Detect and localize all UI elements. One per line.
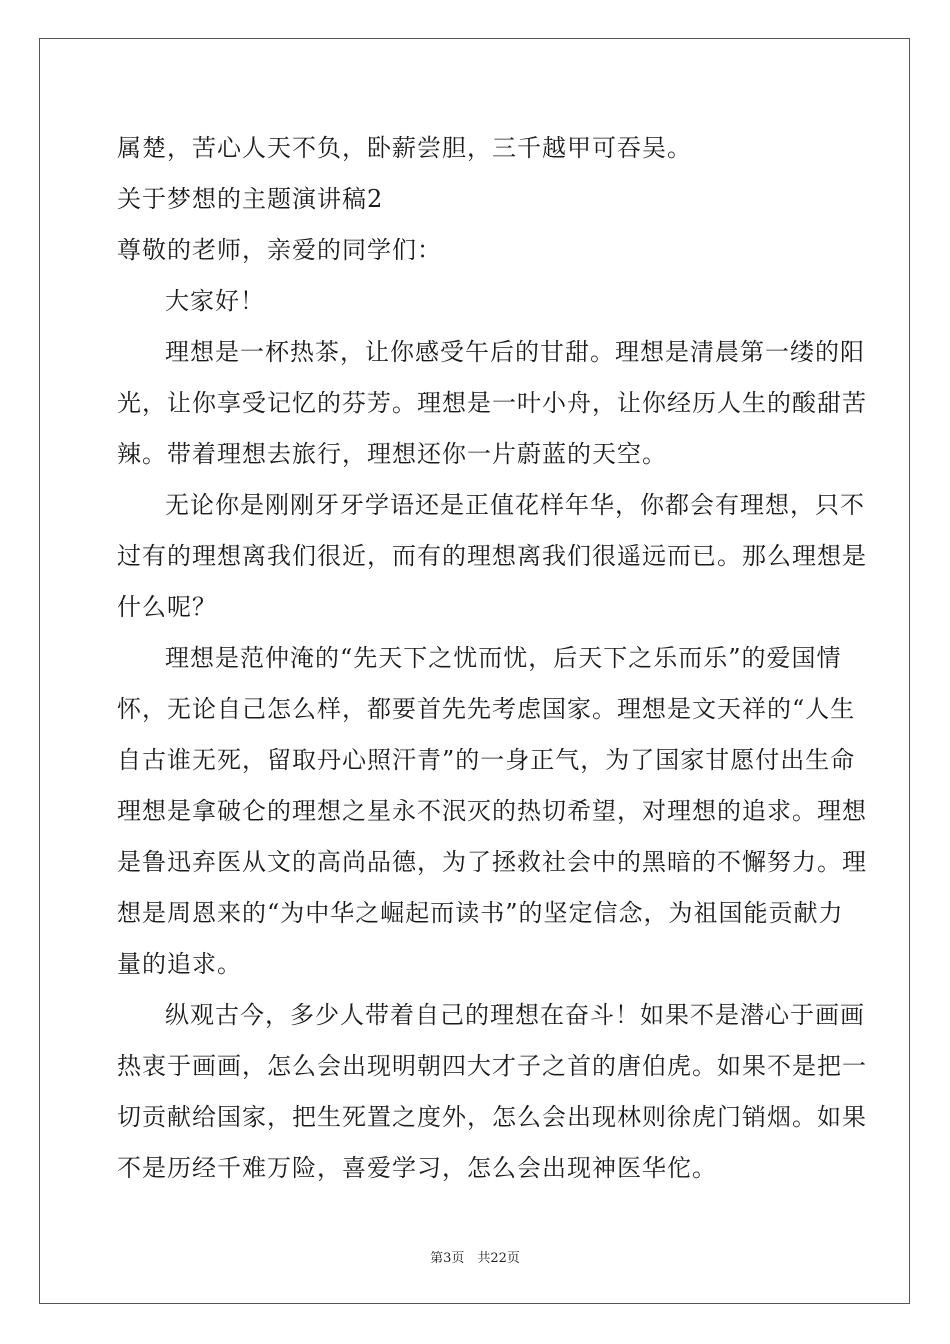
- text-line: 理想是拿破仑的理想之星永不泯灭的热切希望，对理想的追求。理想: [117, 797, 867, 825]
- text-line: 是鲁迅弃医从文的高尚品德，为了拯救社会中的黑暗的不懈努力。理: [117, 848, 867, 876]
- text-line: 想是周恩来的“为中华之崛起而读书”的坚定信念，为祖国能贡献力: [117, 899, 844, 927]
- text-line: 光，让你享受记忆的芬芳。理想是一叶小舟，让你经历人生的酸甜苦: [117, 389, 867, 417]
- text-line: 过有的理想离我们很近，而有的理想离我们很遥远而已。那么理想是: [117, 542, 867, 570]
- text-line: 热衷于画画，怎么会出现明朝四大才子之首的唐伯虎。如果不是把一: [117, 1052, 867, 1080]
- section-title: 关于梦想的主题演讲稿2: [117, 185, 384, 213]
- text-line: 怀，无论自己怎么样，都要首先先考虑国家。理想是文天祥的“人生: [117, 695, 856, 723]
- text-line: 理想是一杯热茶，让你感受午后的甘甜。理想是清晨第一缕的阳: [165, 338, 865, 366]
- greeting: 大家好！: [165, 287, 265, 315]
- text-line: 理想是范仲淹的“先天下之忧而忧，后天下之乐而乐”的爱国情: [165, 644, 842, 672]
- text-line: 不是历经千难万险，喜爱学习，怎么会出现神医华佗。: [117, 1154, 717, 1182]
- text-line: 量的追求。: [117, 950, 242, 978]
- text-line: 自古谁无死，留取丹心照汗青”的一身正气，为了国家甘愿付出生命: [117, 746, 856, 774]
- text-line: 什么呢？: [117, 593, 217, 621]
- page-number: 第3页 共22页: [430, 1251, 520, 1266]
- salutation: 尊敬的老师，亲爱的同学们：: [117, 236, 442, 264]
- text-line: 属楚，苦心人天不负，卧薪尝胆，三千越甲可吞吴。: [117, 134, 692, 162]
- text-line: 无论你是刚刚牙牙学语还是正值花样年华，你都会有理想，只不: [165, 491, 865, 519]
- text-line: 辣。带着理想去旅行，理想还你一片蔚蓝的天空。: [117, 440, 667, 468]
- text-line: 切贡献给国家，把生死置之度外，怎么会出现林则徐虎门销烟。如果: [117, 1103, 867, 1131]
- text-line: 纵观古今，多少人带着自己的理想在奋斗！如果不是潜心于画画: [165, 1001, 865, 1029]
